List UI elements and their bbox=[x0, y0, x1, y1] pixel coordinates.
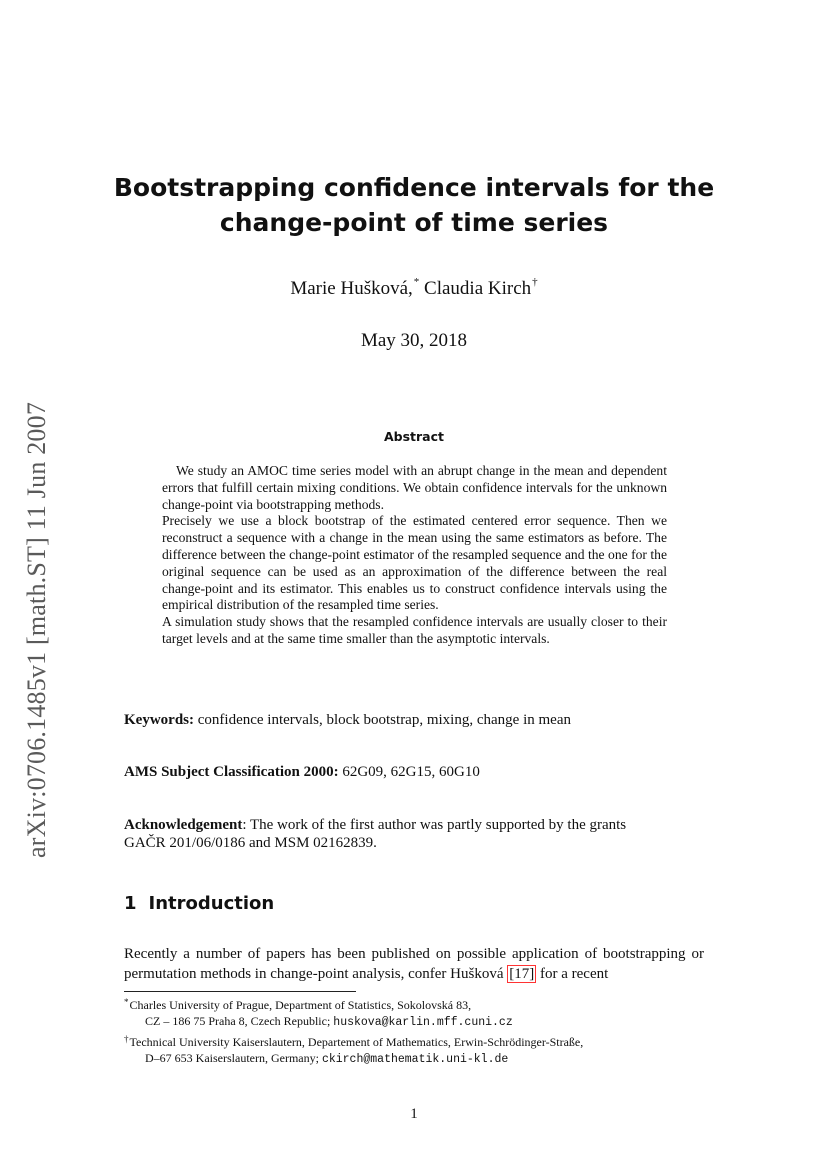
footnote-text: D–67 653 Kaiserslautern, Germany; bbox=[145, 1051, 319, 1065]
page-number: 1 bbox=[410, 1106, 418, 1122]
footnote-mark: † bbox=[124, 1034, 129, 1044]
footnote-mark: * bbox=[124, 997, 129, 1007]
abstract-paragraph: A simulation study shows that the resampled confidence intervals are usually closer to their target levels and at the same time smaller than the asymptotic intervals. bbox=[162, 614, 667, 646]
citation-number[interactable]: 17 bbox=[514, 966, 530, 982]
footnote-continuation bbox=[124, 1050, 704, 1068]
ams-label: AMS Subject Classification 2000: bbox=[124, 764, 339, 780]
acknowledgement-text: : The work of the first author was partly supported by the grants bbox=[242, 817, 627, 833]
paper-date: May 30, 2018 bbox=[360, 330, 468, 351]
footnote-2 bbox=[124, 1031, 704, 1068]
footnote-1 bbox=[124, 994, 704, 1031]
abstract-body bbox=[162, 463, 667, 648]
footnote-text: CZ – 186 75 Praha 8, Czech Republic; bbox=[145, 1014, 331, 1028]
paper-title bbox=[80, 170, 748, 240]
citation-link[interactable]: [17] bbox=[509, 966, 535, 982]
acknowledgement-text-2: GAČR 201/06/0186 and MSM 02162839. bbox=[124, 835, 377, 851]
abstract-heading: Abstract bbox=[383, 429, 445, 444]
footnote-continuation bbox=[124, 1013, 704, 1031]
ams-codes: 62G09, 62G15, 60G10 bbox=[342, 764, 480, 780]
abstract-paragraph: Precisely we use a block bootstrap of the estimated centered error sequence. Then we reconstruct a sequence with a change in the mean using the same estimators as before. The difference between the change-point estimator of the resampled sequence and the one for the original sequence can be used as an approximation of the difference between the real change-point and its estimator. This enables us to construct confidence intervals using the empirical distribution of the resampled time series. bbox=[162, 513, 667, 613]
intro-text-end: for a recent bbox=[540, 966, 609, 982]
keywords bbox=[124, 711, 704, 729]
author-footnote-mark[interactable]: † bbox=[532, 276, 538, 288]
footnote-separator bbox=[124, 991, 356, 992]
author-footnote-mark[interactable]: * bbox=[413, 276, 420, 288]
footnote-text: Charles University of Prague, Department of Statistics, Sokolovská 83, bbox=[129, 998, 472, 1012]
arxiv-identifier-stamp: arXiv:0706.1485v1 [math.ST] 11 Jun 2007 bbox=[22, 401, 51, 858]
section-heading-introduction bbox=[124, 893, 274, 914]
abstract-paragraph: We study an AMOC time series model with an abrupt change in the mean and dependent errors that fulfill certain mixing conditions. We obtain confidence intervals for the unknown change-point via bootstrapping methods. bbox=[162, 463, 667, 512]
author-name: Marie Hušková, bbox=[290, 278, 413, 299]
ams-classification bbox=[124, 763, 704, 781]
author-name: Claudia Kirch bbox=[424, 278, 532, 299]
footnote-text: Technical University Kaiserslautern, Departement of Mathematics, Erwin-Schrödinger-Straße, bbox=[129, 1035, 584, 1049]
section-title: Introduction bbox=[148, 893, 275, 914]
keywords-text: confidence intervals, block bootstrap, mixing, change in mean bbox=[197, 712, 571, 728]
title-line-2: change-point of time series bbox=[219, 208, 609, 237]
section-number: 1 bbox=[124, 893, 137, 914]
email-link[interactable]: huskova@karlin.mff.cuni.cz bbox=[333, 1016, 513, 1029]
footnotes bbox=[124, 994, 704, 1068]
author-list bbox=[80, 276, 748, 300]
title-line-1: Bootstrapping confidence intervals for the bbox=[113, 173, 715, 202]
acknowledgement-label: Acknowledgement bbox=[124, 817, 243, 833]
email-link[interactable]: ckirch@mathematik.uni-kl.de bbox=[321, 1053, 509, 1066]
keywords-label: Keywords: bbox=[124, 712, 194, 728]
introduction-paragraph bbox=[124, 944, 704, 984]
intro-text: Recently a number of papers has been published on possible application of bootstrapping or permutation methods in change-point analysis, confer Hušková bbox=[124, 946, 704, 982]
acknowledgement bbox=[124, 816, 704, 852]
